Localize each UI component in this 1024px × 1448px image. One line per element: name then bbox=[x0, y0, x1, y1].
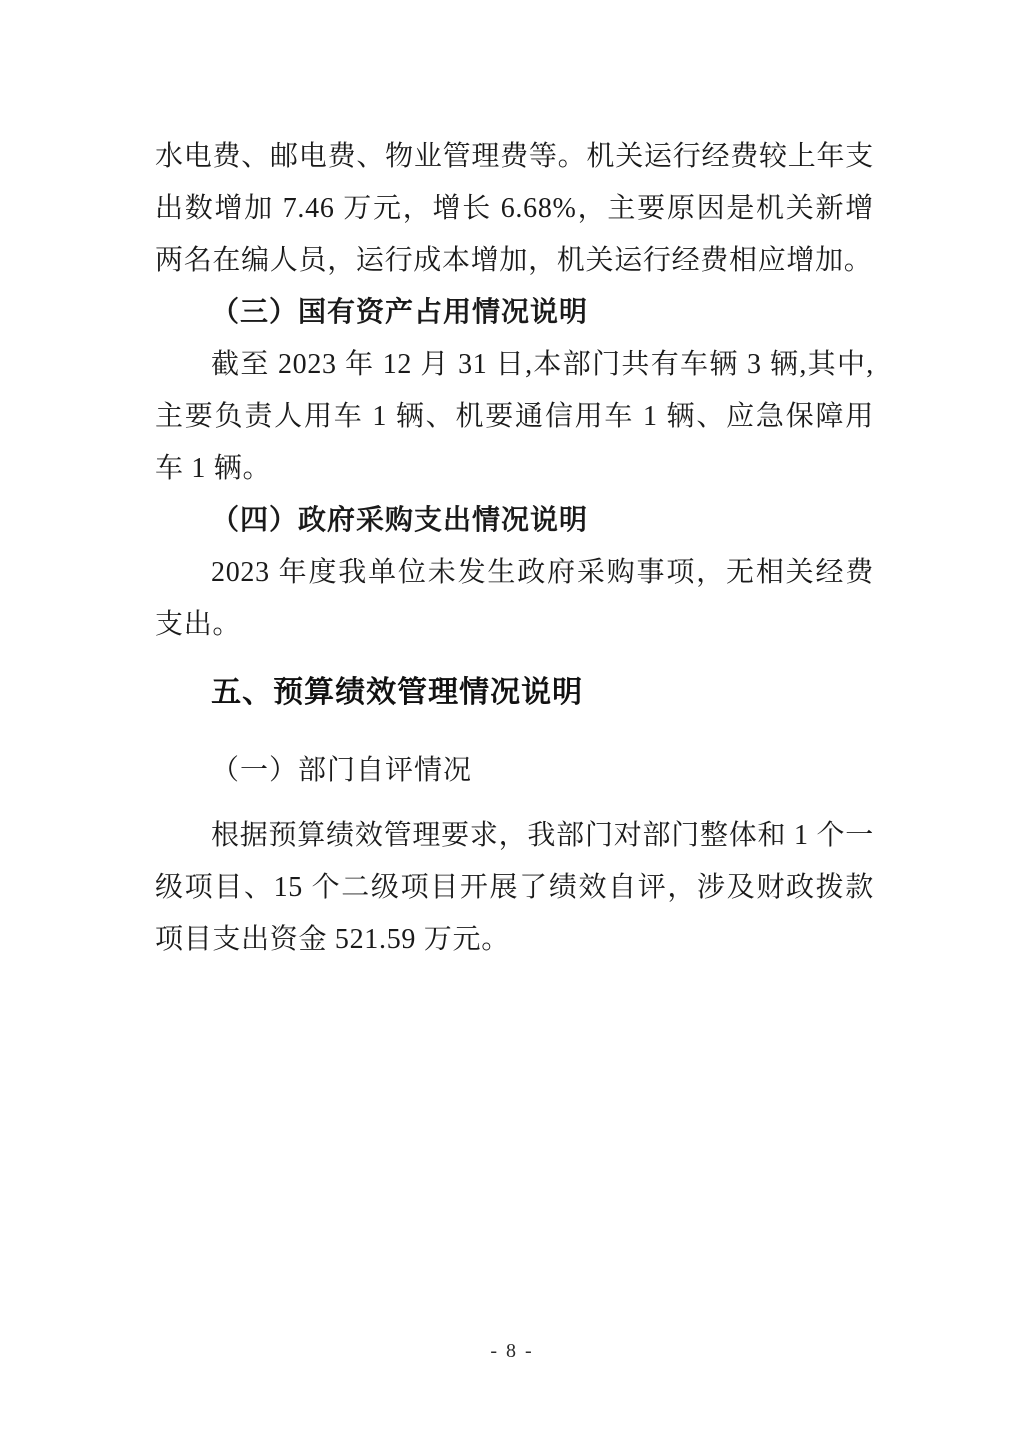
page-number: - 8 - bbox=[490, 1340, 534, 1362]
paragraph-gov-procurement: 2023 年度我单位未发生政府采购事项，无相关经费支出。 bbox=[155, 557, 874, 640]
document-content bbox=[155, 0, 874, 966]
paragraph-self-evaluation: 根据预算绩效管理要求，我部门对部门整体和 1 个一级项目、15 个二级项目开展了绩效自评，涉及财政拨款项目支出资金 521.59 万元。 bbox=[155, 820, 874, 955]
heading-self-evaluation: （一）部门自评情况 bbox=[211, 755, 473, 786]
heading-state-assets: （三）国有资产占用情况说明 bbox=[211, 297, 589, 328]
paragraph-state-assets: 截至 2023 年 12 月 31 日,本部门共有车辆 3 辆,其中,主要负责人用车 1 辆、机要通信用车 1 辆、应急保障用车 1 辆。 bbox=[155, 349, 874, 484]
heading-budget-performance: 五、预算绩效管理情况说明 bbox=[211, 676, 584, 709]
heading-gov-procurement: （四）政府采购支出情况说明 bbox=[211, 505, 589, 536]
paragraph-operating-expenses: 水电费、邮电费、物业管理费等。机关运行经费较上年支出数增加 7.46 万元，增长 6.68%，主要原因是机关新增两名在编人员，运行成本增加，机关运行经费相应增加。 bbox=[155, 141, 874, 276]
